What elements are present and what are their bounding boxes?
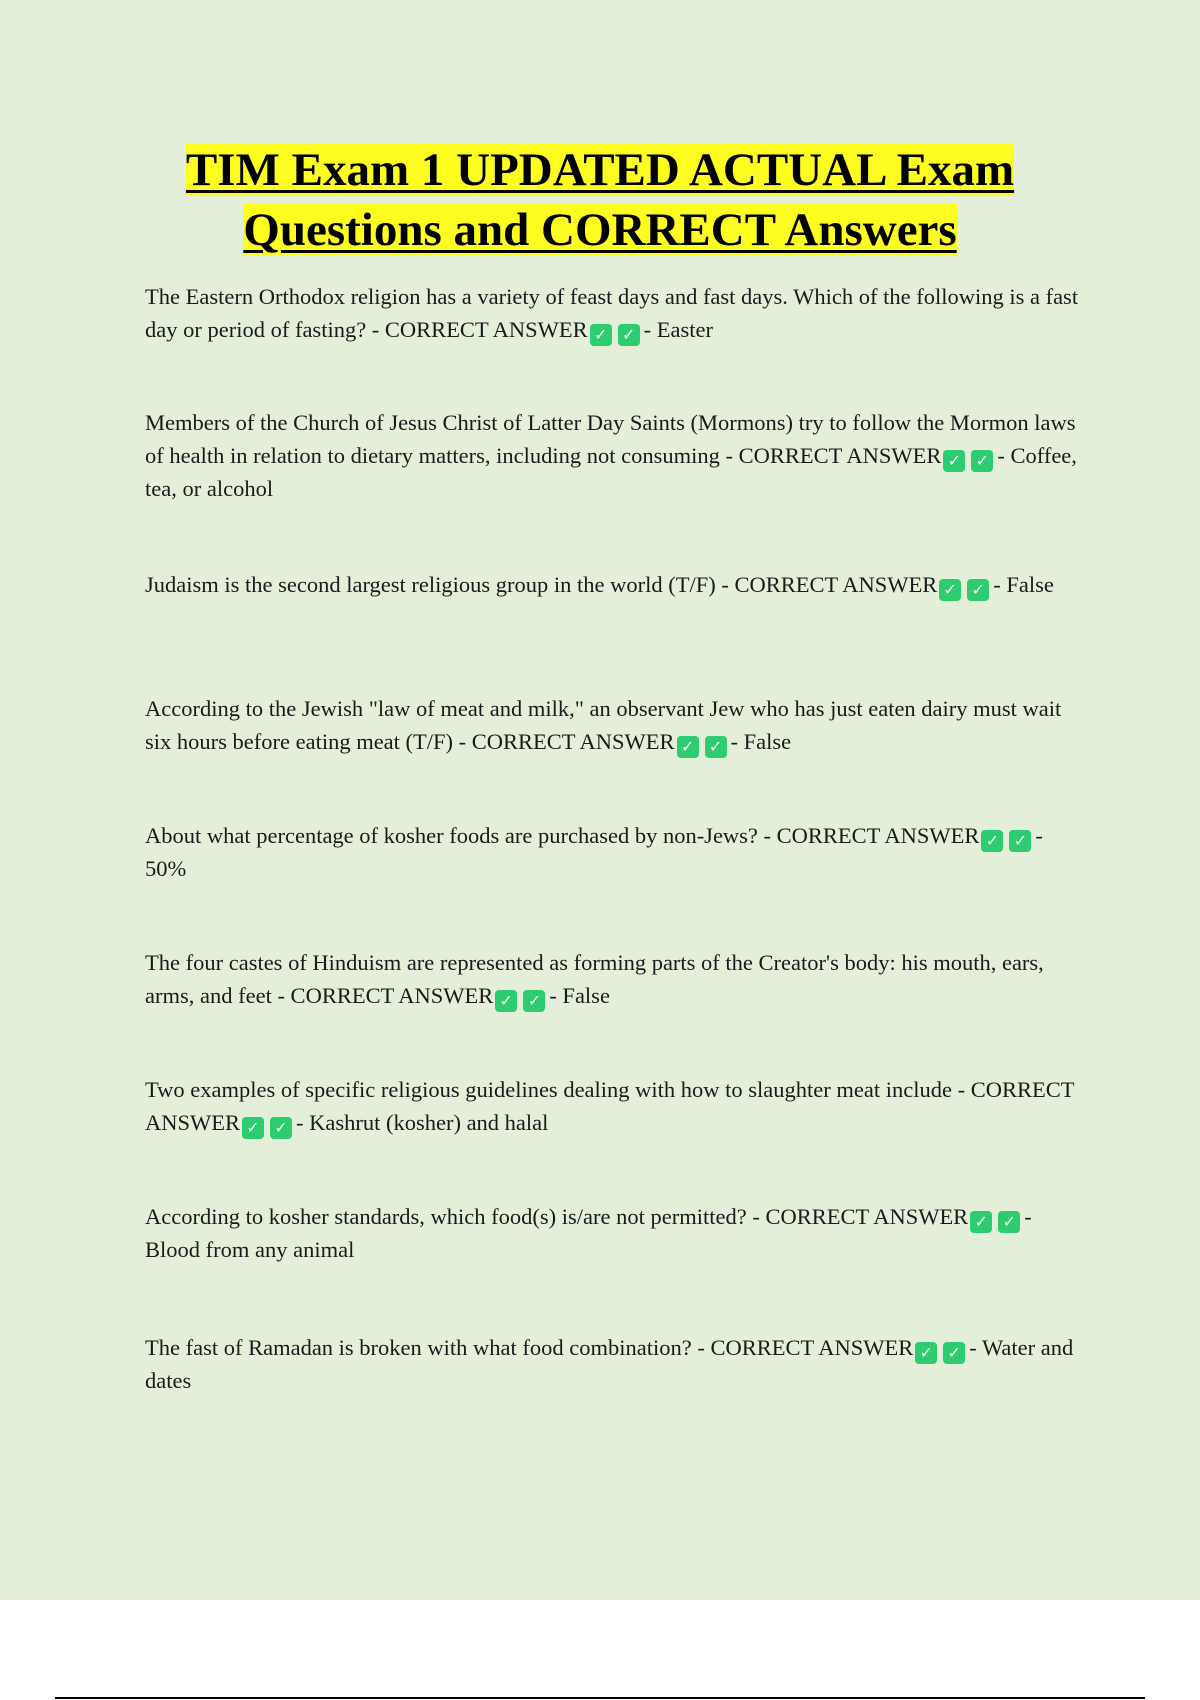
answer-text: - Coffee, tea, or alcohol xyxy=(145,443,1077,501)
qa-item-3 xyxy=(145,568,1085,601)
answer-text: - 50% xyxy=(145,823,1043,881)
qa-item-7 xyxy=(145,1073,1085,1139)
question-text: About what percentage of kosher foods are purchased by non-Jews? - CORRECT ANSWER xyxy=(145,823,980,848)
qa-item-8 xyxy=(145,1200,1085,1266)
check-mark-icon: ✓ xyxy=(939,579,961,601)
check-mark-icon: ✓ xyxy=(915,1342,937,1364)
check-mark-icon: ✓ xyxy=(943,1342,965,1364)
document-title xyxy=(0,140,1200,260)
question-text: Members of the Church of Jesus Christ of Latter Day Saints (Mormons) try to follow the Mormon laws of health in relation to dietary matters, including not consuming - CORRECT ANSWER xyxy=(145,410,1076,468)
question-text: According to kosher standards, which food(s) is/are not permitted? - CORRECT ANSWER xyxy=(145,1204,969,1229)
check-mark-icon: ✓ xyxy=(495,990,517,1012)
check-mark-icon: ✓ xyxy=(1009,830,1031,852)
qa-item-1 xyxy=(145,280,1085,346)
question-text: According to the Jewish "law of meat and milk," an observant Jew who has just eaten dairy must wait six hours before eating meat (T/F) - CORRECT ANSWER xyxy=(145,696,1062,754)
answer-text: - False xyxy=(730,729,792,754)
check-mark-icon: ✓ xyxy=(242,1117,264,1139)
title-line-1: TIM Exam 1 UPDATED ACTUAL Exam xyxy=(185,144,1015,196)
question-text: Judaism is the second largest religious group in the world (T/F) - CORRECT ANSWER xyxy=(145,572,938,597)
check-mark-icon: ✓ xyxy=(998,1211,1020,1233)
check-mark-icon: ✓ xyxy=(971,450,993,472)
qa-item-2 xyxy=(145,406,1085,505)
answer-text: - Blood from any animal xyxy=(145,1204,1032,1262)
answer-text: - Kashrut (kosher) and halal xyxy=(296,1110,549,1135)
check-mark-icon: ✓ xyxy=(967,579,989,601)
qa-item-6 xyxy=(145,946,1085,1012)
check-mark-icon: ✓ xyxy=(705,736,727,758)
check-mark-icon: ✓ xyxy=(981,830,1003,852)
answer-text: - Water and dates xyxy=(145,1335,1074,1393)
check-mark-icon: ✓ xyxy=(943,450,965,472)
check-mark-icon: ✓ xyxy=(618,324,640,346)
answer-text: - False xyxy=(993,572,1054,597)
check-mark-icon: ✓ xyxy=(970,1211,992,1233)
question-text: The four castes of Hinduism are represented as forming parts of the Creator's body: his mouth, ears, arms, and feet - CORRECT ANSWER xyxy=(145,950,1044,1008)
qa-item-5 xyxy=(145,819,1085,885)
check-mark-icon: ✓ xyxy=(270,1117,292,1139)
footer-divider xyxy=(55,1697,1145,1699)
question-text: Two examples of specific religious guidelines dealing with how to slaughter meat include - CORRECT ANSWER xyxy=(145,1077,1075,1135)
qa-item-4 xyxy=(145,692,1085,758)
qa-item-9 xyxy=(145,1331,1085,1397)
title-line-2: Questions and CORRECT Answers xyxy=(243,204,957,256)
check-mark-icon: ✓ xyxy=(523,990,545,1012)
check-mark-icon: ✓ xyxy=(677,736,699,758)
answer-text: - False xyxy=(549,983,610,1008)
question-text: The fast of Ramadan is broken with what food combination? - CORRECT ANSWER xyxy=(145,1335,914,1360)
answer-text: - Easter xyxy=(643,317,714,342)
question-text: The Eastern Orthodox religion has a variety of feast days and fast days. Which of the following is a fast day or period of fasting? - CORRECT ANSWER xyxy=(145,284,1079,342)
check-mark-icon: ✓ xyxy=(590,324,612,346)
